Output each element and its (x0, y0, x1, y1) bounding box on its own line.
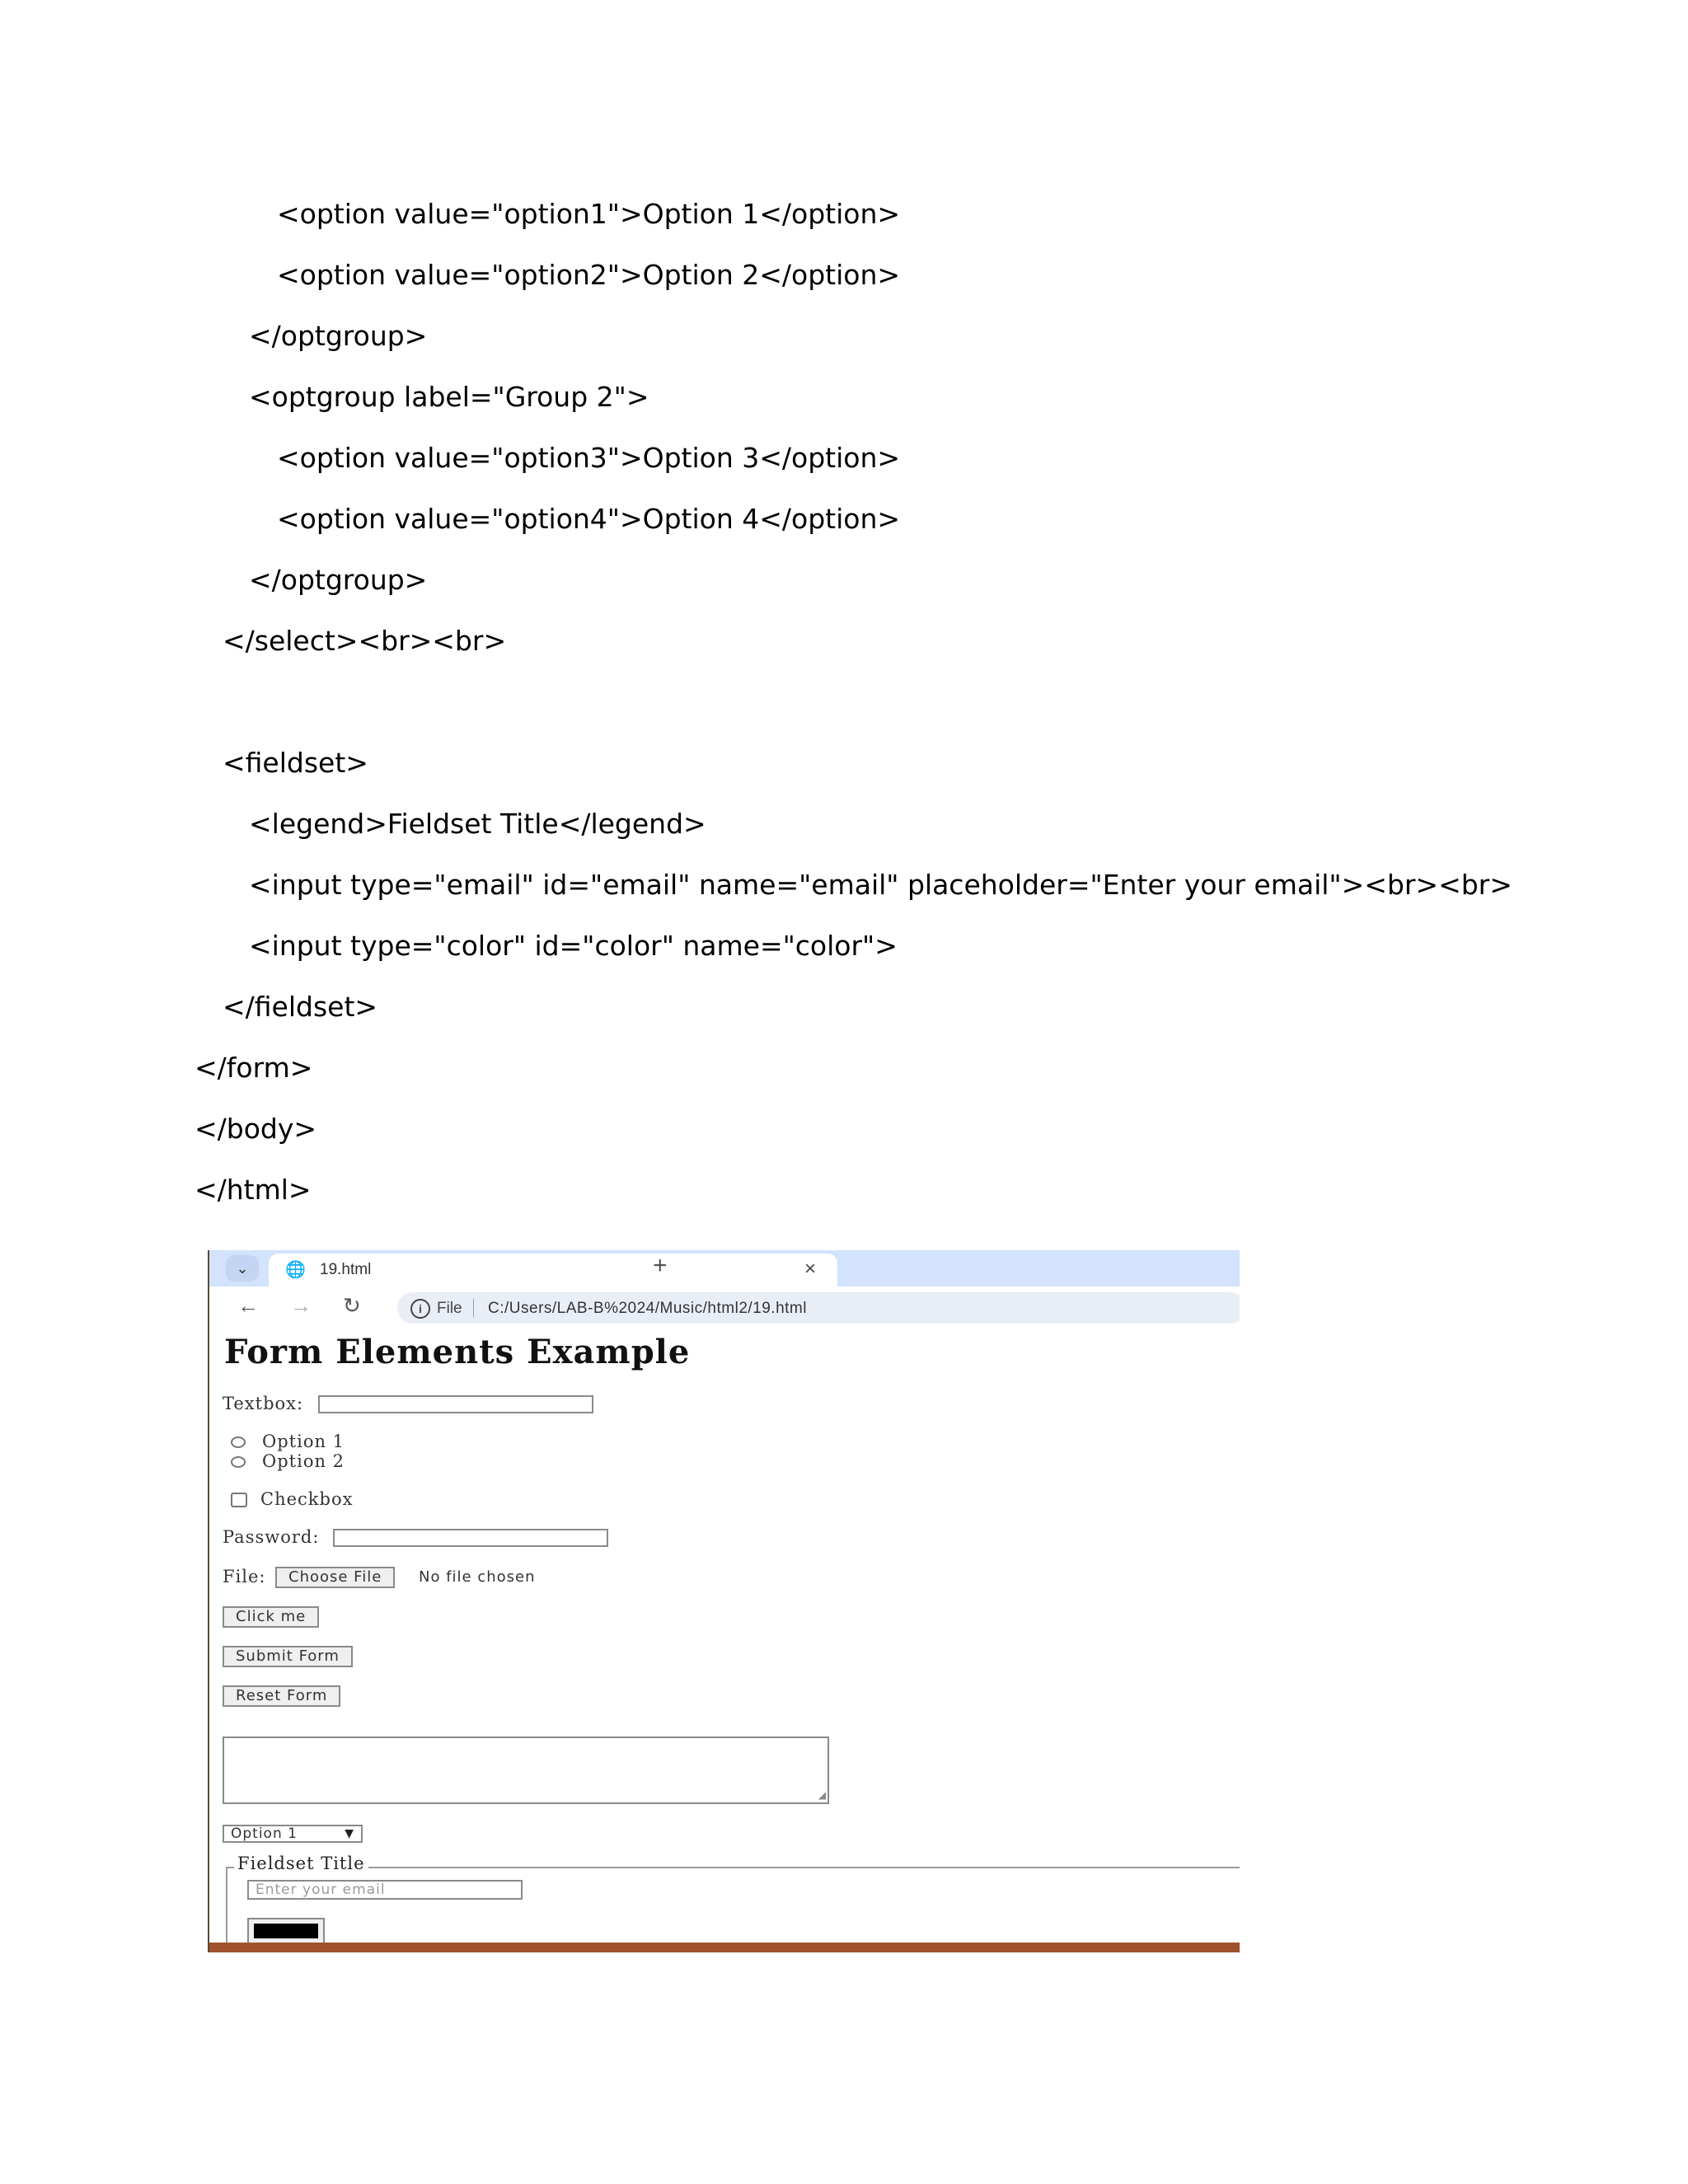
file-label: File: (223, 1567, 266, 1586)
checkbox-label: Checkbox (260, 1489, 354, 1509)
option-select[interactable] (223, 1825, 363, 1843)
globe-icon: 🌐 (285, 1261, 306, 1279)
code-line: <fieldset> (223, 747, 368, 779)
textbox-input[interactable] (318, 1395, 593, 1413)
url-text[interactable]: C:/Users/LAB-B%2024/Music/html2/19.html (488, 1300, 807, 1317)
chevron-down-icon: ⌄ (236, 1260, 249, 1277)
code-line: </body> (195, 1113, 317, 1145)
browser-screenshot (208, 1250, 1240, 1952)
reload-icon[interactable]: ↻ (343, 1293, 361, 1318)
code-line: <legend>Fieldset Title</legend> (249, 808, 706, 840)
submit-form-button[interactable]: Submit Form (223, 1646, 353, 1667)
code-line: </fieldset> (223, 991, 378, 1023)
radio-option-1[interactable] (231, 1436, 246, 1448)
code-line: </select><br><br> (223, 625, 507, 657)
color-picker[interactable] (247, 1918, 325, 1944)
code-line: <option value="option1">Option 1</option> (277, 198, 901, 230)
code-line: </optgroup> (249, 564, 428, 596)
file-status: No file chosen (419, 1568, 536, 1586)
select-value: Option 1 (231, 1825, 298, 1842)
web-page (209, 1328, 1240, 1952)
click-me-button[interactable]: Click me (223, 1606, 319, 1628)
textbox-label: Textbox: (223, 1394, 304, 1413)
code-line: </form> (195, 1052, 313, 1084)
new-tab-button[interactable] (653, 1252, 668, 1280)
plus-icon: + (653, 1252, 668, 1279)
code-line: <input type="color" id="color" name="color"> (249, 930, 898, 962)
scheme-label: File (437, 1300, 462, 1317)
password-label: Password: (223, 1527, 320, 1547)
code-line: <option value="option3">Option 3</option> (277, 442, 901, 474)
tab-title: 19.html (320, 1261, 372, 1278)
resize-grip-icon[interactable]: ◢ (818, 1789, 826, 1801)
chevron-down-icon: ▼ (345, 1827, 354, 1840)
taskbar-strip (209, 1943, 1240, 1952)
close-icon[interactable]: × (804, 1258, 817, 1280)
checkbox-input[interactable] (231, 1493, 247, 1507)
code-line: <optgroup label="Group 2"> (249, 381, 649, 413)
code-line: </html> (195, 1174, 312, 1206)
info-icon[interactable]: i (410, 1299, 430, 1319)
code-line: <option value="option2">Option 2</option> (277, 259, 901, 291)
address-bar[interactable] (397, 1292, 1240, 1324)
tab-search-button[interactable] (226, 1255, 259, 1282)
back-arrow-icon[interactable]: ← (237, 1293, 259, 1318)
code-line: <option value="option4">Option 4</option> (277, 503, 901, 535)
email-input[interactable]: Enter your email (247, 1880, 523, 1900)
page-title: Form Elements Example (224, 1333, 691, 1371)
radio-option-1-label: Option 1 (262, 1432, 345, 1451)
radio-option-2[interactable] (231, 1456, 246, 1468)
reset-form-button[interactable]: Reset Form (223, 1685, 340, 1707)
active-tab[interactable] (269, 1254, 837, 1286)
password-input[interactable] (333, 1529, 608, 1547)
forward-arrow-icon[interactable]: → (290, 1293, 312, 1318)
radio-option-2-label: Option 2 (262, 1451, 345, 1471)
divider (473, 1299, 474, 1317)
textarea-input[interactable] (223, 1736, 829, 1804)
tab-strip (209, 1250, 1240, 1286)
color-swatch (254, 1924, 318, 1938)
code-line: </optgroup> (249, 320, 428, 352)
choose-file-button[interactable]: Choose File (275, 1567, 395, 1588)
fieldset-legend: Fieldset Title (234, 1854, 368, 1873)
code-line: <input type="email" id="email" name="email" placeholder="Enter your email"><br><br> (249, 869, 1512, 901)
browser-toolbar (209, 1286, 1240, 1328)
